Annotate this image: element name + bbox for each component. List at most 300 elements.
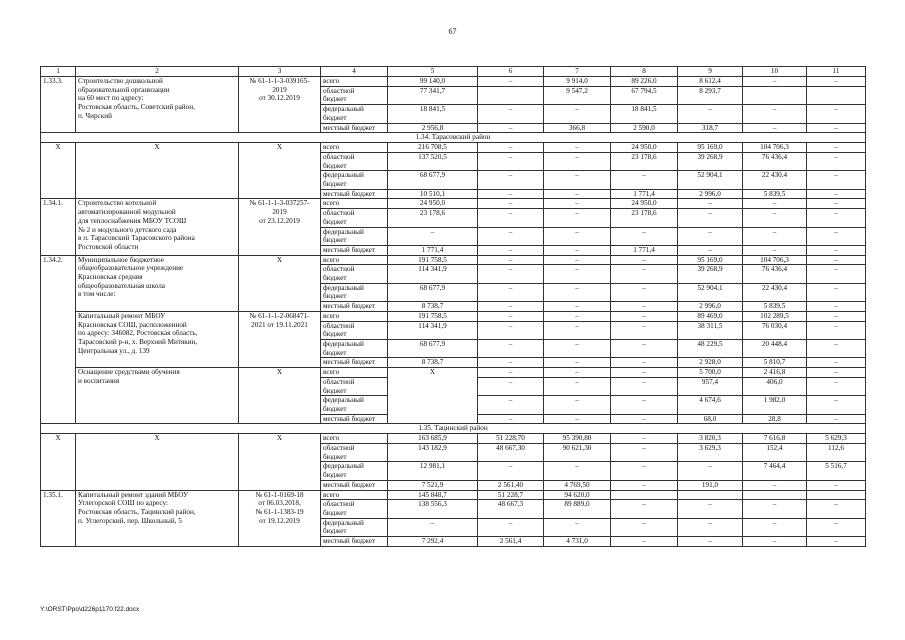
- value-cell: –: [544, 358, 611, 368]
- table-row: [41, 311, 866, 321]
- value-cell: 48 667,3: [478, 500, 544, 518]
- column-number: 4: [321, 67, 388, 77]
- value-cell: –: [807, 396, 866, 414]
- value-cell: 94 620,0: [544, 490, 611, 500]
- value-cell: –: [807, 339, 866, 357]
- value-cell: –: [807, 227, 866, 245]
- value-cell: [807, 86, 866, 104]
- item-number: 1.34.1.: [41, 199, 76, 255]
- value-cell: –: [743, 518, 807, 536]
- column-number: 6: [478, 67, 544, 77]
- value-cell: 5 516,7: [807, 462, 866, 480]
- value-cell: 22 430,4: [743, 171, 807, 189]
- value-cell: –: [478, 396, 544, 414]
- item-name: Муниципальное бюджетное общеобразовательное учреждение Красновская средняя общеобразовательная школа в том числе:: [76, 255, 239, 311]
- value-cell: –: [611, 434, 678, 444]
- column-number: 2: [76, 67, 239, 77]
- section-row-tarasovsky: [41, 133, 866, 143]
- value-cell: –: [807, 245, 866, 255]
- value-cell: 9 547,2: [544, 86, 611, 104]
- value-cell: 102 289,5: [743, 311, 807, 321]
- value-cell: 4 731,0: [544, 537, 611, 547]
- value-cell: –: [807, 189, 866, 199]
- value-cell: 8 612,4: [678, 77, 743, 87]
- value-cell: –: [743, 245, 807, 255]
- value-cell: –: [544, 255, 611, 265]
- value-cell: 23 178,6: [611, 152, 678, 170]
- value-cell: 95 169,0: [678, 143, 743, 153]
- funding-source: всего: [321, 368, 388, 378]
- value-cell: –: [611, 537, 678, 547]
- value-cell: –: [611, 500, 678, 518]
- document-ref: Х: [239, 368, 321, 424]
- column-number: 5: [388, 67, 478, 77]
- value-cell: 145 848,7: [388, 490, 478, 500]
- value-cell: Х: [388, 368, 478, 424]
- funding-source: областной бюджет: [321, 265, 388, 283]
- value-cell: –: [478, 368, 544, 378]
- value-cell: 23 178,6: [388, 209, 478, 227]
- x-mark: Х: [41, 434, 76, 490]
- value-cell: –: [478, 209, 544, 227]
- value-cell: –: [478, 462, 544, 480]
- value-cell: 95 390,80: [544, 434, 611, 444]
- value-cell: –: [678, 462, 743, 480]
- column-number: 11: [807, 67, 866, 77]
- funding-source: всего: [321, 434, 388, 444]
- value-cell: 7 464,4: [743, 462, 807, 480]
- value-cell: 68 677,9: [388, 339, 478, 357]
- value-cell: –: [678, 245, 743, 255]
- value-cell: –: [807, 283, 866, 301]
- funding-source: областной бюджет: [321, 500, 388, 518]
- value-cell: 1 771,4: [611, 189, 678, 199]
- value-cell: –: [478, 143, 544, 153]
- value-cell: 24 950,0: [388, 199, 478, 209]
- value-cell: –: [478, 152, 544, 170]
- value-cell: –: [743, 209, 807, 227]
- value-cell: –: [544, 199, 611, 209]
- value-cell: –: [478, 311, 544, 321]
- value-cell: 406,0: [743, 377, 807, 395]
- value-cell: –: [478, 265, 544, 283]
- value-cell: 2 996,0: [678, 302, 743, 312]
- value-cell: –: [807, 255, 866, 265]
- value-cell: 8 293,7: [678, 86, 743, 104]
- x-mark: Х: [76, 143, 239, 199]
- value-cell: –: [807, 358, 866, 368]
- funding-source: областной бюджет: [321, 209, 388, 227]
- value-cell: –: [611, 302, 678, 312]
- value-cell: –: [478, 227, 544, 245]
- funding-source: всего: [321, 490, 388, 500]
- funding-source: местный бюджет: [321, 358, 388, 368]
- value-cell: 39 268,9: [678, 152, 743, 170]
- value-cell: 52 904,1: [678, 171, 743, 189]
- item-name: Строительство дошкольной образовательной организации на 60 мест по адресу: Ростовская область, Советский район, п. Чирский: [76, 77, 239, 133]
- value-cell: 114 341,9: [388, 321, 478, 339]
- header-row: [41, 67, 866, 77]
- value-cell: 1 982,0: [743, 396, 807, 414]
- funding-source: местный бюджет: [321, 414, 388, 424]
- document-ref: № 61-1-1-3-039165- 2019 от 30.12.2019: [239, 77, 321, 133]
- document-ref: № 61-1-0169-18 от 06.03.2018, № 61-1-1383-19 от 19.12.2019: [239, 490, 321, 546]
- value-cell: –: [611, 311, 678, 321]
- funding-source: местный бюджет: [321, 245, 388, 255]
- value-cell: –: [807, 377, 866, 395]
- value-cell: –: [478, 302, 544, 312]
- value-cell: –: [478, 123, 544, 133]
- funding-source: областной бюджет: [321, 152, 388, 170]
- value-cell: 2 928,0: [678, 358, 743, 368]
- value-cell: –: [743, 123, 807, 133]
- value-cell: –: [807, 123, 866, 133]
- value-cell: [743, 86, 807, 104]
- value-cell: –: [544, 368, 611, 378]
- page-number: 67: [448, 27, 457, 36]
- funding-source: областной бюджет: [321, 377, 388, 395]
- value-cell: 5 810,7: [743, 358, 807, 368]
- value-cell: 3 820,3: [678, 434, 743, 444]
- value-cell: 5 629,3: [807, 434, 866, 444]
- value-cell: 76 436,4: [743, 265, 807, 283]
- value-cell: –: [807, 537, 866, 547]
- value-cell: –: [478, 245, 544, 255]
- value-cell: –: [807, 368, 866, 378]
- table-row: [41, 143, 866, 153]
- x-mark: Х: [239, 434, 321, 490]
- value-cell: 104 706,3: [743, 255, 807, 265]
- value-cell: 143 182,9: [388, 444, 478, 462]
- value-cell: 2 416,8: [743, 368, 807, 378]
- section-row-tatsinsky: [41, 424, 866, 434]
- column-number: 10: [743, 67, 807, 77]
- value-cell: 68 677,9: [388, 283, 478, 301]
- value-cell: –: [388, 518, 478, 536]
- value-cell: 1 771,4: [388, 245, 478, 255]
- funding-source: местный бюджет: [321, 123, 388, 133]
- value-cell: –: [611, 414, 678, 424]
- value-cell: 52 904,1: [678, 283, 743, 301]
- value-cell: –: [544, 339, 611, 357]
- value-cell: 39 268,9: [678, 265, 743, 283]
- value-cell: 95 169,0: [678, 255, 743, 265]
- funding-source: местный бюджет: [321, 189, 388, 199]
- value-cell: –: [611, 321, 678, 339]
- value-cell: –: [478, 255, 544, 265]
- value-cell: 2 996,0: [678, 189, 743, 199]
- value-cell: –: [807, 414, 866, 424]
- value-cell: –: [544, 283, 611, 301]
- value-cell: 51 228,7: [478, 490, 544, 500]
- value-cell: 38 311,5: [678, 321, 743, 339]
- item-name: Оснащение средствами обучения и воспитания: [76, 368, 239, 424]
- value-cell: 28,8: [743, 414, 807, 424]
- value-cell: –: [678, 105, 743, 123]
- value-cell: 2 956,8: [388, 123, 478, 133]
- value-cell: 2 561,4: [478, 537, 544, 547]
- value-cell: –: [478, 339, 544, 357]
- value-cell: –: [478, 414, 544, 424]
- budget-table: [40, 66, 866, 547]
- value-cell: –: [544, 396, 611, 414]
- value-cell: –: [388, 227, 478, 245]
- value-cell: 5 839,5: [743, 189, 807, 199]
- value-cell: –: [611, 255, 678, 265]
- table-row: [41, 434, 866, 444]
- value-cell: 51 228,70: [478, 434, 544, 444]
- value-cell: 4 674,6: [678, 396, 743, 414]
- value-cell: 12 981,1: [388, 462, 478, 480]
- value-cell: 89 469,0: [678, 311, 743, 321]
- value-cell: 8 738,7: [388, 302, 478, 312]
- value-cell: 68,0: [678, 414, 743, 424]
- value-cell: 10 510,1: [388, 189, 478, 199]
- value-cell: –: [544, 245, 611, 255]
- value-cell: 3 629,3: [678, 444, 743, 462]
- value-cell: –: [478, 77, 544, 87]
- value-cell: –: [611, 480, 678, 490]
- value-cell: –: [478, 199, 544, 209]
- value-cell: 2 590,0: [611, 123, 678, 133]
- value-cell: –: [611, 396, 678, 414]
- value-cell: 191 758,5: [388, 311, 478, 321]
- value-cell: –: [807, 480, 866, 490]
- item-name: Капитальный ремонт зданий МБОУ Углегорской СОШ по адресу: Ростовская область, Тацинский район, п. Углегорский, пер. Школьный, 5: [76, 490, 239, 546]
- value-cell: –: [544, 518, 611, 536]
- value-cell: 152,4: [743, 444, 807, 462]
- value-cell: –: [611, 339, 678, 357]
- value-cell: –: [544, 227, 611, 245]
- item-name: Капитальный ремонт МБОУ Красновская СОШ, расположенной по адресу: 346082, Ростовская область, Тарасовский р-н, х. Верхний Митякин, Центральная ул., д. 139: [76, 311, 239, 367]
- value-cell: –: [807, 321, 866, 339]
- item-name: Строительство котельной автоматизированной модульной для теплоснабжения МБОУ ТСОШ № 2 и модульного детского сада в п. Тарасовский Тарасовского района Ростовской области: [76, 199, 239, 255]
- value-cell: [743, 490, 807, 500]
- value-cell: 22 430,4: [743, 283, 807, 301]
- value-cell: 957,4: [678, 377, 743, 395]
- value-cell: –: [678, 209, 743, 227]
- table-row: [41, 368, 866, 378]
- value-cell: –: [478, 518, 544, 536]
- value-cell: –: [743, 537, 807, 547]
- file-path-footer: Y:\ORST\Ppo\d226p1170.f22.docx: [40, 606, 140, 613]
- value-cell: –: [743, 105, 807, 123]
- value-cell: 76 436,4: [743, 152, 807, 170]
- value-cell: –: [611, 283, 678, 301]
- value-cell: 114 341,9: [388, 265, 478, 283]
- value-cell: 104 706,3: [743, 143, 807, 153]
- value-cell: 366,8: [544, 123, 611, 133]
- value-cell: [678, 490, 743, 500]
- funding-source: всего: [321, 77, 388, 87]
- document-ref: № 61-1-1-2-068471- 2021 от 19.11.2021: [239, 311, 321, 367]
- value-cell: –: [743, 77, 807, 87]
- value-cell: –: [807, 209, 866, 227]
- value-cell: –: [544, 265, 611, 283]
- funding-source: федеральный бюджет: [321, 462, 388, 480]
- value-cell: –: [743, 480, 807, 490]
- value-cell: –: [807, 143, 866, 153]
- value-cell: –: [678, 227, 743, 245]
- value-cell: –: [611, 171, 678, 189]
- column-number: 7: [544, 67, 611, 77]
- value-cell: –: [478, 105, 544, 123]
- value-cell: 89 226,0: [611, 77, 678, 87]
- value-cell: –: [807, 171, 866, 189]
- value-cell: –: [611, 358, 678, 368]
- value-cell: –: [544, 414, 611, 424]
- column-number: 3: [239, 67, 321, 77]
- value-cell: –: [544, 143, 611, 153]
- value-cell: 137 520,5: [388, 152, 478, 170]
- value-cell: 7 292,4: [388, 537, 478, 547]
- value-cell: –: [544, 209, 611, 227]
- value-cell: 8 738,7: [388, 358, 478, 368]
- funding-source: местный бюджет: [321, 302, 388, 312]
- value-cell: –: [611, 444, 678, 462]
- value-cell: 68 677,9: [388, 171, 478, 189]
- value-cell: 90 621,30: [544, 444, 611, 462]
- funding-source: федеральный бюджет: [321, 227, 388, 245]
- value-cell: –: [544, 105, 611, 123]
- funding-source: всего: [321, 199, 388, 209]
- value-cell: 24 950,0: [611, 143, 678, 153]
- value-cell: 1 771,4: [611, 245, 678, 255]
- column-number: 8: [611, 67, 678, 77]
- x-mark: Х: [76, 434, 239, 490]
- x-mark: Х: [239, 143, 321, 199]
- funding-source: местный бюджет: [321, 480, 388, 490]
- value-cell: –: [544, 152, 611, 170]
- value-cell: 216 708,5: [388, 143, 478, 153]
- value-cell: –: [807, 199, 866, 209]
- value-cell: –: [743, 199, 807, 209]
- funding-source: федеральный бюджет: [321, 339, 388, 357]
- funding-source: федеральный бюджет: [321, 396, 388, 414]
- value-cell: –: [611, 227, 678, 245]
- value-cell: 5 700,0: [678, 368, 743, 378]
- value-cell: 9 914,0: [544, 77, 611, 87]
- value-cell: –: [478, 321, 544, 339]
- funding-source: областной бюджет: [321, 321, 388, 339]
- value-cell: –: [678, 199, 743, 209]
- value-cell: 48 229,5: [678, 339, 743, 357]
- value-cell: –: [611, 377, 678, 395]
- value-cell: 77 341,7: [388, 86, 478, 104]
- value-cell: 191 758,5: [388, 255, 478, 265]
- section-title: 1.34. Тарасовский район: [41, 133, 866, 143]
- value-cell: –: [807, 77, 866, 87]
- value-cell: 7 616,8: [743, 434, 807, 444]
- x-mark: Х: [41, 143, 76, 199]
- value-cell: –: [544, 462, 611, 480]
- value-cell: 7 521,9: [388, 480, 478, 490]
- column-number: 9: [678, 67, 743, 77]
- value-cell: –: [478, 189, 544, 199]
- value-cell: [807, 490, 866, 500]
- value-cell: 20 448,4: [743, 339, 807, 357]
- value-cell: –: [807, 518, 866, 536]
- funding-source: областной бюджет: [321, 86, 388, 104]
- item-number: 1.34.2.: [41, 255, 76, 424]
- value-cell: –: [743, 500, 807, 518]
- value-cell: 24 950,0: [611, 199, 678, 209]
- value-cell: 76 030,4: [743, 321, 807, 339]
- value-cell: [478, 86, 544, 104]
- value-cell: –: [544, 311, 611, 321]
- value-cell: –: [544, 171, 611, 189]
- value-cell: –: [544, 189, 611, 199]
- value-cell: 5 839,5: [743, 302, 807, 312]
- value-cell: –: [544, 377, 611, 395]
- value-cell: –: [743, 227, 807, 245]
- value-cell: 163 685,9: [388, 434, 478, 444]
- document-ref: № 61-1-1-3-037257- 2019 от 23.12.2019: [239, 199, 321, 255]
- value-cell: 138 556,3: [388, 500, 478, 518]
- table-row: [41, 255, 866, 265]
- value-cell: –: [544, 302, 611, 312]
- funding-source: федеральный бюджет: [321, 171, 388, 189]
- value-cell: –: [678, 537, 743, 547]
- value-cell: –: [611, 368, 678, 378]
- value-cell: –: [478, 171, 544, 189]
- table-row: [41, 199, 866, 209]
- value-cell: 112,6: [807, 444, 866, 462]
- value-cell: –: [807, 311, 866, 321]
- value-cell: –: [611, 462, 678, 480]
- value-cell: –: [478, 377, 544, 395]
- value-cell: 191,0: [678, 480, 743, 490]
- value-cell: –: [807, 105, 866, 123]
- funding-source: федеральный бюджет: [321, 105, 388, 123]
- value-cell: –: [807, 302, 866, 312]
- section-title: 1.35. Тацинский район: [41, 424, 866, 434]
- funding-source: всего: [321, 143, 388, 153]
- value-cell: 4 769,50: [544, 480, 611, 490]
- value-cell: –: [678, 500, 743, 518]
- funding-source: местный бюджет: [321, 537, 388, 547]
- value-cell: 99 140,0: [388, 77, 478, 87]
- item-number: 1.33.3.: [41, 77, 76, 133]
- value-cell: –: [611, 518, 678, 536]
- value-cell: –: [611, 265, 678, 283]
- value-cell: 23 178,6: [611, 209, 678, 227]
- value-cell: –: [807, 265, 866, 283]
- value-cell: 318,7: [678, 123, 743, 133]
- value-cell: –: [678, 518, 743, 536]
- value-cell: 89 889,0: [544, 500, 611, 518]
- value-cell: –: [807, 500, 866, 518]
- funding-source: областной бюджет: [321, 444, 388, 462]
- value-cell: 18 841,5: [388, 105, 478, 123]
- value-cell: 2 561,40: [478, 480, 544, 490]
- value-cell: –: [544, 321, 611, 339]
- table-row: [41, 77, 866, 87]
- funding-source: всего: [321, 311, 388, 321]
- funding-source: федеральный бюджет: [321, 283, 388, 301]
- value-cell: –: [478, 358, 544, 368]
- column-number: 1: [41, 67, 76, 77]
- value-cell: –: [807, 152, 866, 170]
- funding-source: всего: [321, 255, 388, 265]
- value-cell: 67 794,5: [611, 86, 678, 104]
- table-row: [41, 490, 866, 500]
- value-cell: [611, 490, 678, 500]
- document-ref: Х: [239, 255, 321, 311]
- value-cell: 18 841,5: [611, 105, 678, 123]
- value-cell: 48 667,30: [478, 444, 544, 462]
- item-number: 1.35.1.: [41, 490, 76, 546]
